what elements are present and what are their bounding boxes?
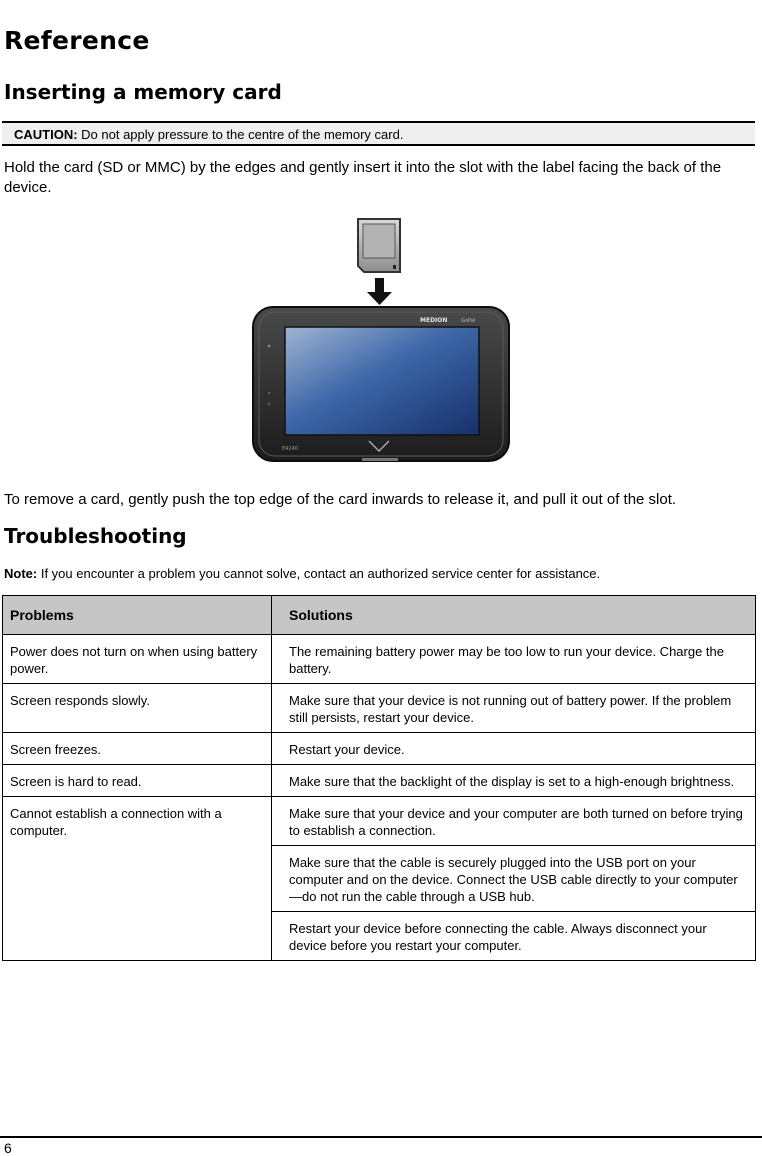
note-body: If you encounter a problem you cannot solve, contact an authorized service center for assistance. [37,566,601,581]
solution-cell: Make sure that the cable is securely plugged into the USB port on your computer and on the device. Connect the USB cable directly to your computer—do not run the cable through a USB hub. [272,846,756,912]
device-brand-label: MEDION [420,317,448,324]
section-heading-troubleshooting: Troubleshooting [4,524,187,548]
solution-cell: Make sure that your device and your computer are both turned on before trying to establish a connection. [272,797,756,846]
svg-text:GoPal: GoPal [461,318,476,324]
solution-cell: The remaining battery power may be too low to run your device. Charge the battery. [272,635,756,684]
sd-card-icon [358,219,400,272]
caution-text: Do not apply pressure to the centre of the memory card. [77,127,404,142]
solution-cell: Restart your device. [272,733,756,765]
note-text [4,566,600,581]
note-label: Note: [4,566,38,581]
section-heading-memory-card: Inserting a memory card [4,80,282,104]
table-row [3,765,756,797]
problem-cell: Power does not turn on when using battery power. [3,635,272,684]
remove-instruction: To remove a card, gently push the top edge of the card inwards to release it, and pull it out of the slot. [4,491,677,508]
gps-device-image [253,307,509,461]
solution-cell: Make sure that the backlight of the display is set to a high-enough brightness. [272,765,756,797]
device-model-label: E4240 [282,446,298,452]
insert-instruction: Hold the card (SD or MMC) by the edges and gently insert it into the slot with the label facing the back of the device. [4,159,722,196]
table-header-row [3,596,756,635]
table-row [3,684,756,733]
problem-cell: Screen freezes. [3,733,272,765]
problem-cell: Screen responds slowly. [3,684,272,733]
solution-cell: Make sure that your device is not running out of battery power. If the problem still persists, restart your device. [272,684,756,733]
down-arrow-icon [367,278,392,305]
caution-box [2,121,755,146]
header-solutions: Solutions [272,596,756,635]
page-number: 6 [4,1140,12,1156]
solution-cell: Restart your device before connecting the cable. Always disconnect your device before you restart your computer. [272,912,756,961]
caution-label: CAUTION: [14,127,78,142]
header-problems: Problems [3,596,272,635]
table-row [3,635,756,684]
problem-cell: Cannot establish a connection with a computer. [3,797,272,961]
memory-card-insertion-illustration [250,215,512,465]
table-row [3,797,756,846]
page-title: Reference [4,26,150,55]
footer-rule [0,1136,762,1138]
table-row [3,733,756,765]
problem-cell: Screen is hard to read. [3,765,272,797]
troubleshooting-table [2,595,756,961]
